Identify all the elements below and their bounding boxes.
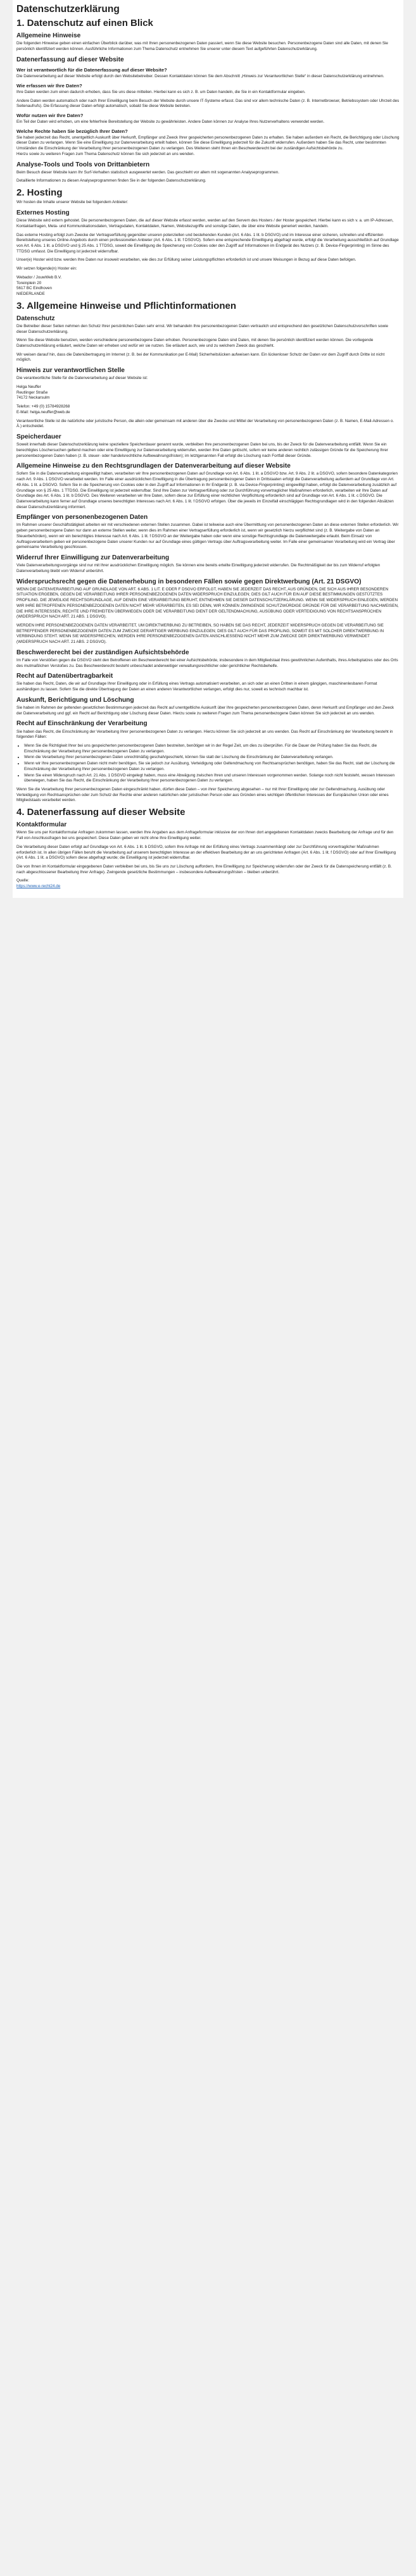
external-hosting-text-1: Diese Website wird extern gehostet. Die personenbezogenen Daten, die auf dieser Website erfasst werden, werden auf den Servern des Hosters / der Hoster gespeichert. Hierbei kann es sich v. a. um IP-Adressen, Kontaktanfragen, Meta- und Kommunikationsdaten, Vertragsdaten, Kontaktdaten, Namen, Websitezugriffe und sonstige Daten, die über eine Website generiert werden, handeln. <box>16 218 394 228</box>
page-title: Datenschutzerklärung <box>16 4 120 15</box>
responsible-address-line: Reutlinger Straße <box>16 390 48 395</box>
list-item: • Wenn die Verarbeitung Ihrer personenbezogenen Daten unrechtmäßig geschah/geschieht, können Sie statt der Löschung die Einschränkung der Datenverarbeitung verlangen. <box>24 755 400 761</box>
hoster-address-line: Toreinplein 20 <box>16 280 42 285</box>
source-label: Quelle: <box>16 878 29 883</box>
storage-duration-text: Soweit innerhalb dieser Datenschutzerklärung keine speziellere Speicherdauer genannt wurde, verbleiben Ihre personenbezogenen Daten bei uns, bis der Zweck für die Datenverarbeitung entfällt. Wenn Sie ein berechtigtes Löschersuchen geltend machen oder eine Einwilligung zur Datenverarbeitung widerrufen, werden Ihre Daten gelöscht, sofern wir keine anderen rechtlich zulässigen Gründe für die Speicherung Ihrer personenbezogenen Daten haben (z. B. steuer- oder handelsrechtliche Aufbewahrungsfristen); im letztgenannten Fall erfolgt die Löschung nach Fortfall dieser Gründe. <box>16 442 389 458</box>
external-hosting-text-4: Wir setzen folgende(n) Hoster ein: <box>16 266 77 271</box>
answer-rights-text: Sie haben jederzeit das Recht, unentgeltlich Auskunft über Herkunft, Empfänger und Zweck Ihrer gespeicherten personenbezogenen Daten zu erhalten. Sie haben außerdem ein Recht, die Berichtigung oder Löschung dieser Daten zu verlangen. Wenn Sie eine Einwilligung zur Datenverarbeitung erteilt haben, können Sie diese Einwilligung jederzeit für die Zukunft widerrufen. Außerdem haben Sie das Recht, unter bestimmten Umständen die Einschränkung der Verarbeitung Ihrer personenbezogenen Daten zu verlangen. Des Weiteren steht Ihnen ein Beschwerderecht bei der zuständigen Aufsichtsbehörde zu. <box>16 135 400 151</box>
portability-heading: Recht auf Datenübertragbarkeit <box>16 673 113 680</box>
storage-duration-heading: Speicherdauer <box>16 433 61 440</box>
list-item: • Wenn wir Ihre personenbezogenen Daten nicht mehr benötigen, Sie sie jedoch zur Ausübung, Verteidigung oder Geltendmachung von Rechtsansprüchen benötigen, haben Sie das Recht, statt der Löschung die Einschränkung der Verarbeitung Ihrer personenbezogenen Daten zu verlangen. <box>24 761 400 772</box>
question-how-collected: Wie erfassen wir Ihre Daten? <box>16 82 82 89</box>
responsible-address <box>16 385 400 401</box>
legal-basis-heading: Allgemeine Hinweise zu den Rechtsgrundlagen der Datenverarbeitung auf dieser Website <box>16 463 291 470</box>
contact-form-text-1: Wenn Sie uns per Kontaktformular Anfragen zukommen lassen, werden Ihre Angaben aus dem Anfrageformular inklusive der von Ihnen dort angegebenen Kontaktdaten zwecks Bearbeitung der Anfrage und für den Fall von Anschlussfragen bei uns gespeichert. Diese Daten geben wir nicht ohne Ihre Einwilligung weiter. <box>16 830 394 841</box>
source-block <box>16 878 400 889</box>
recipients-heading: Empfänger von personenbezogenen Daten <box>16 514 148 521</box>
recipients-text: Im Rahmen unserer Geschäftstätigkeit arbeiten wir mit verschiedenen externen Stellen zusammen. Dabei ist teilweise auch eine Übermittlung von personenbezogenen Daten an diese externen Stellen erforderlich. Wir geben personenbezogene Daten nur dann an externe Stellen weiter, wenn dies im Rahmen einer Vertragserfüllung erforderlich ist, wenn wir gesetzlich hierzu verpflichtet sind (z. B. Weitergabe von Daten an Steuerbehörden), wenn wir ein berechtigtes Interesse nach Art. 6 Abs. 1 lit. f DSGVO an der Weitergabe haben oder wenn eine sonstige Rechtsgrundlage die Datenweitergabe erlaubt. Beim Einsatz von Auftragsverarbeitern geben wir personenbezogene Daten unserer Kunden nur auf Grundlage eines gültigen Vertrags über Auftragsverarbeitung weiter. Im Falle einer gemeinsamen Verarbeitung wird ein Vertrag über gemeinsame Verarbeitung geschlossen. <box>16 523 399 550</box>
responsible-party-intro: Die verantwortliche Stelle für die Datenverarbeitung auf dieser Website ist: <box>16 376 148 381</box>
hoster-address-line: NIEDERLANDE <box>16 291 45 296</box>
responsible-contact <box>16 404 400 415</box>
answer-usage: Ein Teil der Daten wird erhoben, um eine fehlerfreie Bereitstellung der Website zu gewährleisten. Andere Daten können zur Analyse Ihres Nutzerverhaltens verwendet werden. <box>16 119 325 124</box>
objection-text-1: WENN DIE DATENVERARBEITUNG AUF GRUNDLAGE VON ART. 6 ABS. 1 LIT. E ODER F DSGVO ERFOLGT, HABEN SIE JEDERZEIT DAS RECHT, AUS GRÜNDEN, DIE SICH AUS IHRER BESONDEREN SITUATION ERGEBEN, GEGEN DIE VERARBEITUNG IHRER PERSONENBEZOGENEN DATEN WIDERSPRUCH EINZULEGEN; DIES GILT AUCH FÜR EIN AUF DIESE BESTIMMUNGEN GESTÜTZTES PROFILING. DIE JEWEILIGE RECHTSGRUNDLAGE, AUF DENEN EINE VERARBEITUNG BERUHT, ENTNEHMEN SIE DIESER DATENSCHUTZERKLÄRUNG. WENN SIE WIDERSPRUCH EINLEGEN, WERDEN WIR IHRE BETROFFENEN PERSONENBEZOGENEN DATEN NICHT MEHR VERARBEITEN, ES SEI DENN, WIR KÖNNEN ZWINGENDE SCHUTZWÜRDIGE GRÜNDE FÜR DIE VERARBEITUNG NACHWEISEN, DIE IHRE INTERESSEN, RECHTE UND FREIHEITEN ÜBERWIEGEN ODER DIE VERARBEITUNG DIENT DER GELTENDMACHUNG, AUSÜBUNG ODER VERTEIDIGUNG VON RECHTSANSPRÜCHEN (WIDERSPRUCH NACH ART. 21 ABS. 1 DSGVO). <box>16 587 399 619</box>
hoster-address-line: 5617 BC Eindhoven <box>16 286 53 291</box>
data-protection-text-1: Die Betreiber dieser Seiten nehmen den Schutz Ihrer persönlichen Daten sehr ernst. Wir behandeln Ihre personenbezogenen Daten vertraulich und entsprechend den gesetzlichen Datenschutzvorschriften sowie dieser Datenschutzerklärung. <box>16 324 389 334</box>
restriction-intro: Sie haben das Recht, die Einschränkung der Verarbeitung Ihrer personenbezogenen Daten zu verlangen. Hierzu können Sie sich jederzeit an uns wenden. Das Recht auf Einschränkung der Verarbeitung besteht in folgenden Fällen: <box>16 729 393 740</box>
information-heading: Auskunft, Berichtigung und Löschung <box>16 696 134 704</box>
privacy-page <box>13 0 403 898</box>
question-usage: Wofür nutzen wir Ihre Daten? <box>16 112 84 118</box>
legal-basis-text: Sofern Sie in die Datenverarbeitung eingewilligt haben, verarbeiten wir Ihre personenbezogenen Daten auf Grundlage von Art. 6 Abs. 1 lit. a DSGVO bzw. Art. 9 Abs. 2 lit. a DSGVO, sofern besondere Datenkategorien nach Art. 9 Abs. 1 DSGVO verarbeitet werden. Im Falle einer ausdrücklichen Einwilligung in die Übertragung personenbezogener Daten in Drittstaaten erfolgt die Datenverarbeitung außerdem auf Grundlage von Art. 49 Abs. 1 lit. a DSGVO. Sofern Sie in die Speicherung von Cookies oder in den Zugriff auf Informationen in Ihr Endgerät (z. B. via Device-Fingerprinting) eingewilligt haben, erfolgt die Datenverarbeitung zusätzlich auf Grundlage von § 25 Abs. 1 TTDSG. Die Einwilligung ist jederzeit widerrufbar. Sind Ihre Daten zur Vertragserfüllung oder zur Durchführung vorvertraglicher Maßnahmen erforderlich, verarbeiten wir Ihre Daten auf Grundlage des Art. 6 Abs. 1 lit. b DSGVO. Des Weiteren verarbeiten wir Ihre Daten, sofern diese zur Erfüllung einer rechtlichen Verpflichtung erforderlich sind auf Grundlage von Art. 6 Abs. 1 lit. c DSGVO. Die Datenverarbeitung kann ferner auf Grundlage unseres berechtigten Interesses nach Art. 6 Abs. 1 lit. f DSGVO erfolgen. Über die jeweils im Einzelfall einschlägigen Rechtsgrundlagen wird in den folgenden Absätzen dieser Datenschutzerklärung informiert. <box>16 471 398 509</box>
contact-form-text-3: Die von Ihnen im Kontaktformular eingegebenen Daten verbleiben bei uns, bis Sie uns zur Löschung auffordern, Ihre Einwilligung zur Speicherung widerrufen oder der Zweck für die Datenspeicherung entfällt (z. B. nach abgeschlossener Bearbeitung Ihrer Anfrage). Zwingende gesetzliche Bestimmungen – insbesondere Aufbewahrungsfristen – bleiben unberührt. <box>16 864 392 874</box>
responsible-address-line: 74172 Neckarsulm <box>16 395 50 401</box>
restriction-list <box>16 744 400 784</box>
list-item: • Wenn Sie einen Widerspruch nach Art. 21 Abs. 1 DSGVO eingelegt haben, muss eine Abwägung zwischen Ihren und unseren Interessen vorgenommen werden. Solange noch nicht feststeht, wessen Interessen überwiegen, haben Sie das Recht, die Einschränkung der Verarbeitung Ihrer personenbezogenen Daten zu verlangen. <box>24 773 400 784</box>
responsible-party-definition: Verantwortliche Stelle ist die natürliche oder juristische Person, die allein oder gemeinsam mit anderen über die Zwecke und Mittel der Verarbeitung von personenbezogenen Daten (z. B. Namen, E-Mail-Adressen o. Ä.) entscheidet. <box>16 418 394 429</box>
external-hosting-text-2: Das externe Hosting erfolgt zum Zwecke der Vertragserfüllung gegenüber unseren potenziellen und bestehenden Kunden (Art. 6 Abs. 1 lit. b DSGVO) und im Interesse einer sicheren, schnellen und effizienten Bereitstellung unseres Online-Angebots durch einen professionellen Anbieter (Art. 6 Abs. 1 lit. f DSGVO). Sofern eine entsprechende Einwilligung abgefragt wurde, erfolgt die Verarbeitung ausschließlich auf Grundlage von Art. 6 Abs. 1 lit. a DSGVO und § 25 Abs. 1 TTDSG, soweit die Einwilligung die Speicherung von Cookies oder den Zugriff auf Informationen im Endgerät des Nutzers (z. B. Device-Fingerprinting) im Sinne des TTDSG umfasst. Die Einwilligung ist jederzeit widerrufbar. <box>16 232 399 254</box>
section-2-title: 2. Hosting <box>16 187 63 199</box>
analysis-tools-text-2: Detaillierte Informationen zu diesen Analyseprogrammen finden Sie in der folgenden Datenschutzerklärung. <box>16 178 206 184</box>
section-3-title: 3. Allgemeine Hinweise und Pflichtinformationen <box>16 300 236 311</box>
portability-text: Sie haben das Recht, Daten, die wir auf Grundlage Ihrer Einwilligung oder in Erfüllung eines Vertrags automatisiert verarbeiten, an sich oder an einen Dritten in einem gängigen, maschinenlesbaren Format aushändigen zu lassen. Sofern Sie die direkte Übertragung der Daten an einen anderen Verantwortlichen verlangen, erfolgt dies nur, soweit es technisch machbar ist. <box>16 681 377 692</box>
responsible-address-line: Helga Neuffer <box>16 385 41 390</box>
responsible-email: E-Mail: helga.neuffer@web.de <box>16 409 70 414</box>
hosting-intro: Wir hosten die Inhalte unserer Website bei folgendem Anbieter: <box>16 200 129 205</box>
data-protection-text-3: Wir weisen darauf hin, dass die Datenübertragung im Internet (z. B. bei der Kommunikation per E-Mail) Sicherheitslücken aufweisen kann. Ein lückenloser Schutz der Daten vor dem Zugriff durch Dritte ist nicht möglich. <box>16 352 385 363</box>
answer-rights <box>16 135 400 158</box>
complaint-text: Im Falle von Verstößen gegen die DSGVO steht den Betroffenen ein Beschwerderecht bei einer Aufsichtsbehörde, insbesondere in dem Mitgliedstaat ihres gewöhnlichen Aufenthalts, ihres Arbeitsplatzes oder des Orts des mutmaßlichen Verstoßes zu. Das Beschwerderecht besteht unbeschadet anderweitiger verwaltungsrechtlicher oder gerichtlicher Rechtsbehelfe. <box>16 657 398 668</box>
question-rights: Welche Rechte haben Sie bezüglich Ihrer Daten? <box>16 128 128 134</box>
answer-how-collected-2: Andere Daten werden automatisch oder nach Ihrer Einwilligung beim Besuch der Website durch unsere IT-Systeme erfasst. Das sind vor allem technische Daten (z. B. Internetbrowser, Betriebssystem oder Uhrzeit des Seitenaufrufs). Die Erfassung dieser Daten erfolgt automatisch, sobald Sie diese Website betreten. <box>16 98 400 109</box>
information-text: Sie haben im Rahmen der geltenden gesetzlichen Bestimmungen jederzeit das Recht auf unentgeltliche Auskunft über Ihre gespeicherten personenbezogenen Daten, deren Herkunft und Empfänger und den Zweck der Datenverarbeitung und ggf. ein Recht auf Berichtigung oder Löschung dieser Daten. Hierzu sowie zu weiteren Fragen zum Thema personenbezogene Daten können Sie sich jederzeit an uns wenden. <box>16 706 394 716</box>
answer-rights-contact: Hierzu sowie zu weiteren Fragen zum Thema Datenschutz können Sie sich jederzeit an uns wenden. <box>16 151 195 156</box>
analysis-tools-heading: Analyse-Tools und Tools von Drittanbietern <box>16 161 150 168</box>
restriction-heading: Recht auf Einschränkung der Verarbeitung <box>16 720 148 728</box>
hoster-address-line: Webador / JouwWeb B.V. <box>16 275 62 280</box>
responsible-party-heading: Hinweis zur verantwortlichen Stelle <box>16 367 125 375</box>
external-hosting-text-3: Unser(e) Hoster wird bzw. werden Ihre Daten nur insoweit verarbeiten, wie dies zur Erfüllung seiner Leistungspflichten erforderlich ist und unsere Weisungen in Bezug auf diese Daten befolgen. <box>16 258 356 263</box>
data-protection-heading: Datenschutz <box>16 314 55 322</box>
revocation-text: Viele Datenverarbeitungsvorgänge sind nur mit Ihrer ausdrücklichen Einwilligung möglich. Sie können eine bereits erteilte Einwilligung jederzeit widerrufen. Die Rechtmäßigkeit der bis zum Widerruf erfolgten Datenverarbeitung bleibt vom Widerruf unberührt. <box>16 563 381 573</box>
general-notes-heading: Allgemeine Hinweise <box>16 32 81 40</box>
analysis-tools-text-1: Beim Besuch dieser Website kann Ihr Surf-Verhalten statistisch ausgewertet werden. Das geschieht vor allem mit sogenannten Analyseprogrammen. <box>16 170 279 175</box>
responsible-phone: Telefon: +49 (0) 15784928268 <box>16 404 70 409</box>
list-item: • Wenn Sie die Richtigkeit Ihrer bei uns gespeicherten personenbezogenen Daten bestreiten, benötigen wir in der Regel Zeit, um dies zu überprüfen. Für die Dauer der Prüfung haben Sie das Recht, die Einschränkung der Verarbeitung Ihrer personenbezogenen Daten zu verlangen. <box>24 744 400 754</box>
source-link[interactable]: https://www.e-recht24.de <box>16 883 61 888</box>
contact-form-text-2: Die Verarbeitung dieser Daten erfolgt auf Grundlage von Art. 6 Abs. 1 lit. b DSGVO, sofern Ihre Anfrage mit der Erfüllung eines Vertrags zusammenhängt oder zur Durchführung vorvertraglicher Maßnahmen erforderlich ist. In allen übrigen Fällen beruht die Verarbeitung auf unserem berechtigten Interesse an der effektiven Bearbeitung der an uns gerichteten Anfragen (Art. 6 Abs. 1 lit. f DSGVO) oder auf Ihrer Einwilligung (Art. 6 Abs. 1 lit. a DSGVO) sofern diese abgefragt wurde; die Einwilligung ist jederzeit widerrufbar. <box>16 844 396 861</box>
contact-form-heading: Kontaktformular <box>16 821 67 829</box>
data-collection-heading: Datenerfassung auf dieser Website <box>16 56 124 63</box>
restriction-text: Wenn Sie die Verarbeitung Ihrer personenbezogenen Daten eingeschränkt haben, dürfen diese Daten – von ihrer Speicherung abgesehen – nur mit Ihrer Einwilligung oder zur Geltendmachung, Ausübung oder Verteidigung von Rechtsansprüchen oder zum Schutz der Rechte einer anderen natürlichen oder juristischen Person oder aus Gründen eines wichtigen öffentlichen Interesses der Europäischen Union oder eines Mitgliedstaats verarbeitet werden. <box>16 787 389 803</box>
general-notes-text: Die folgenden Hinweise geben einen einfachen Überblick darüber, was mit Ihren personenbezogenen Daten passiert, wenn Sie diese Website besuchen. Personenbezogene Daten sind alle Daten, mit denen Sie persönlich identifiziert werden können. Ausführliche Informationen zum Thema Datenschutz entnehmen Sie unserer unter diesem Text aufgeführten Datenschutzerklärung. <box>16 41 388 51</box>
objection-heading: Widerspruchsrecht gegen die Datenerhebung in besonderen Fällen sowie gegen Direktwerbung (Art. 21 DSGVO) <box>16 578 362 585</box>
complaint-heading: Beschwerderecht bei der zuständigen Aufsichtsbehörde <box>16 649 189 656</box>
section-1-title: 1. Datenschutz auf einen Blick <box>16 17 153 28</box>
answer-how-collected-1: Ihre Daten werden zum einen dadurch erhoben, dass Sie uns diese mitteilen. Hierbei kann es sich z. B. um Daten handeln, die Sie in ein Kontaktformular eingeben. <box>16 89 306 94</box>
answer-responsible: Die Datenverarbeitung auf dieser Website erfolgt durch den Websitebetreiber. Dessen Kontaktdaten können Sie dem Abschnitt „Hinweis zur Verantwortlichen Stelle“ in dieser Datenschutzerklärung entnehmen. <box>16 74 384 79</box>
question-responsible: Wer ist verantwortlich für die Datenerfassung auf dieser Website? <box>16 66 167 73</box>
objection-text-2: WERDEN IHRE PERSONENBEZOGENEN DATEN VERARBEITET, UM DIREKTWERBUNG ZU BETREIBEN, SO HABEN SIE DAS RECHT, JEDERZEIT WIDERSPRUCH GEGEN DIE VERARBEITUNG SIE BETREFFENDER PERSONENBEZOGENER DATEN ZUM ZWECKE DERARTIGER WERBUNG EINZULEGEN; DIES GILT AUCH FÜR DAS PROFILING, SOWEIT ES MIT SOLCHER DIREKTWERBUNG IN VERBINDUNG STEHT. WENN SIE WIDERSPRECHEN, WERDEN IHRE PERSONENBEZOGENEN DATEN ANSCHLIESSEND NICHT MEHR ZUM ZWECKE DER DIREKTWERBUNG VERWENDET (WIDERSPRUCH NACH ART. 21 ABS. 2 DSGVO). <box>16 623 384 644</box>
data-protection-text-2: Wenn Sie diese Website benutzen, werden verschiedene personenbezogene Daten erhoben. Personenbezogene Daten sind Daten, mit denen Sie persönlich identifiziert werden können. Die vorliegende Datenschutzerklärung erläutert, welche Daten wir erheben und wofür wir sie nutzen. Sie erläutert auch, wie und zu welchem Zweck das geschieht. <box>16 338 374 349</box>
revocation-heading: Widerruf Ihrer Einwilligung zur Datenverarbeitung <box>16 554 170 561</box>
section-4-title: 4. Datenerfassung auf dieser Website <box>16 806 186 818</box>
hoster-address <box>16 275 400 297</box>
external-hosting-heading: Externes Hosting <box>16 209 70 217</box>
